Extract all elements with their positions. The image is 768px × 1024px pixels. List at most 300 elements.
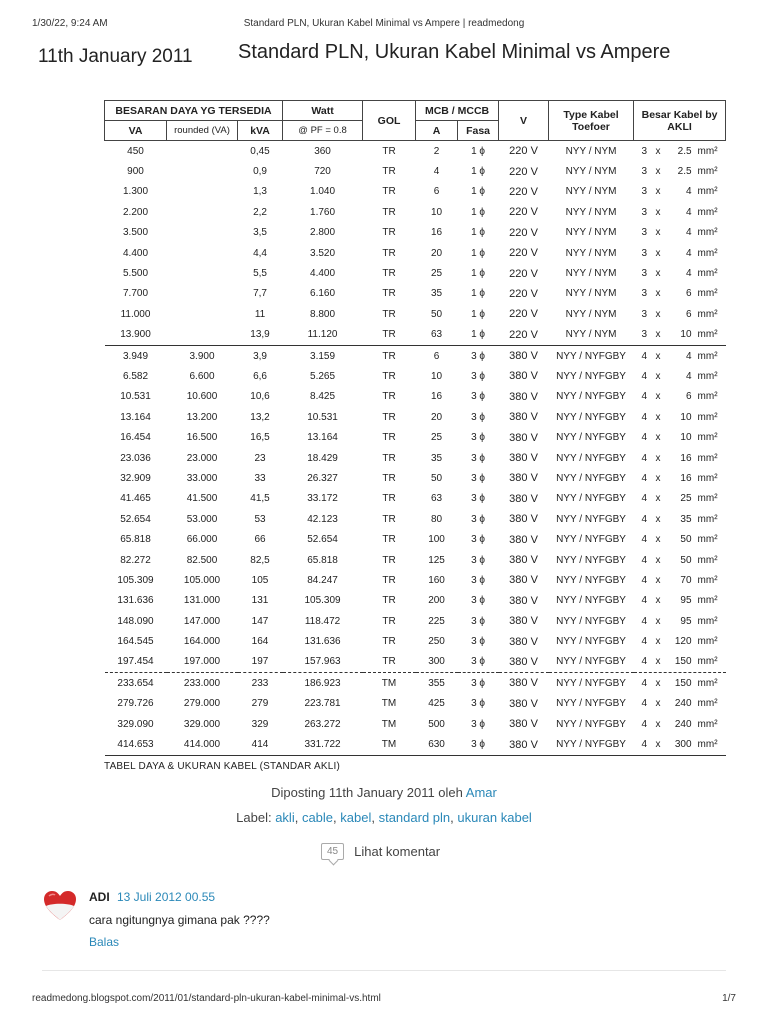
cell-a: 63 <box>430 493 443 505</box>
cell-va: 105.309 <box>117 574 154 586</box>
header-va: VA <box>105 121 167 141</box>
cell-type: NYY / NYFGBY <box>556 493 626 505</box>
cable-x: x <box>655 656 661 668</box>
cell-watt: 131.636 <box>304 636 341 648</box>
cable-size: 300 <box>674 739 692 751</box>
label-link[interactable]: kabel <box>340 810 372 825</box>
cable-unit: mm² <box>697 698 718 710</box>
cable-unit: mm² <box>697 206 718 218</box>
posted-prefix: Diposting 11th January 2011 oleh <box>271 785 463 800</box>
cable-x: x <box>655 534 661 546</box>
cell-rounded: 3.900 <box>167 345 238 366</box>
cell-va: 6.582 <box>122 370 149 382</box>
cable-size: 95 <box>680 615 692 627</box>
comment-count-icon: 45 <box>321 843 344 860</box>
cell-v: 380 V <box>509 513 538 526</box>
cable-size: 50 <box>680 534 692 546</box>
cable-unit: mm² <box>697 718 718 730</box>
cell-a: 630 <box>416 734 458 755</box>
cell-va: 233.654 <box>105 673 167 694</box>
cable-x: x <box>655 411 661 423</box>
table-row <box>105 468 726 488</box>
table-row <box>105 550 726 570</box>
cell-v: 380 V <box>509 431 538 444</box>
cell-a: 425 <box>428 698 445 710</box>
cable-unit: mm² <box>697 247 718 259</box>
cell-watt: 105.309 <box>304 595 341 607</box>
cable-x: x <box>655 615 661 627</box>
cell-watt: 360 <box>314 145 331 157</box>
header-gol: GOL <box>363 101 416 141</box>
cell-type: NYY / NYM <box>565 145 617 157</box>
table-row <box>105 243 726 263</box>
cell-watt: 157.963 <box>304 656 341 668</box>
cable-x: x <box>655 391 661 403</box>
cell-watt: 4.400 <box>310 268 336 280</box>
cell-a: 10 <box>430 370 443 382</box>
comment-date-link[interactable]: 13 Juli 2012 00.55 <box>117 890 216 904</box>
cell-kva: 131 <box>251 595 269 607</box>
cell-cable-size <box>634 652 726 673</box>
cell-fasa: 3 ϕ <box>471 411 486 423</box>
table-row <box>105 509 726 529</box>
cell-kva: 197 <box>251 656 269 668</box>
cell-fasa: 3 ϕ <box>471 595 486 607</box>
label-link[interactable]: ukuran kabel <box>457 810 532 825</box>
cell-cable-size <box>634 345 726 366</box>
cell-a: 25 <box>430 268 443 280</box>
cell-cable-size <box>634 223 726 243</box>
cell-va: 65.818 <box>120 534 151 546</box>
cable-size: 6 <box>685 308 692 320</box>
cable-n: 3 <box>641 329 648 341</box>
cable-size: 4 <box>685 206 692 218</box>
table-row <box>105 694 726 714</box>
cell-type: NYY / NYFGBY <box>556 472 626 484</box>
cell-watt: 118.472 <box>304 615 341 627</box>
cell-cable-size <box>634 325 726 346</box>
cell-gol: TM <box>381 718 397 730</box>
cell-kva: 23 <box>254 452 266 464</box>
cell-fasa: 1 ϕ <box>471 247 486 259</box>
cell-watt: 42.123 <box>307 513 338 525</box>
cell-type: NYY / NYFGBY <box>549 734 634 755</box>
cable-n: 4 <box>641 615 648 627</box>
cell-cable-size <box>634 263 726 283</box>
cell-rounded <box>167 141 238 162</box>
table-row <box>105 407 726 427</box>
reply-link[interactable]: Balas <box>89 935 120 949</box>
cell-kva: 4,4 <box>253 247 267 259</box>
cell-rounded: 10.600 <box>186 391 218 403</box>
table-row <box>105 202 726 222</box>
cell-kva: 164 <box>251 636 269 648</box>
cell-fasa: 1 ϕ <box>471 206 486 218</box>
cell-va: 13.900 <box>120 329 151 341</box>
table-row <box>105 161 726 181</box>
cell-watt: 8.800 <box>310 308 336 320</box>
cell-type: NYY / NYFGBY <box>556 698 626 710</box>
cell-v: 380 V <box>509 390 538 403</box>
cable-x: x <box>655 308 661 320</box>
header-v: V <box>499 101 549 141</box>
cable-size: 240 <box>674 718 692 730</box>
cell-v: 380 V <box>509 697 538 710</box>
cable-x: x <box>655 636 661 648</box>
cell-type: NYY / NYFGBY <box>549 673 634 694</box>
cell-fasa: 1 ϕ <box>471 227 486 239</box>
cable-x: x <box>655 595 661 607</box>
cable-n: 4 <box>641 739 648 751</box>
cable-size: 6 <box>685 391 692 403</box>
cell-rounded <box>167 243 238 263</box>
cell-watt: 223.781 <box>304 698 341 710</box>
table-row <box>105 529 726 549</box>
cable-unit: mm² <box>697 554 718 566</box>
cell-gol: TR <box>382 574 396 586</box>
cell-rounded <box>167 202 238 222</box>
cell-fasa: 3 ϕ <box>471 554 486 566</box>
cable-unit: mm² <box>697 595 718 607</box>
cell-gol: TR <box>363 345 416 366</box>
cell-cable-size <box>634 468 726 488</box>
comment-body: cara ngitungnya gimana pak ???? <box>89 913 270 927</box>
cell-fasa: 3 ϕ <box>471 534 486 546</box>
cable-size: 25 <box>680 493 692 505</box>
cell-fasa: 3 ϕ <box>471 615 486 627</box>
cable-unit: mm² <box>697 513 718 525</box>
cell-type: NYY / NYM <box>565 186 617 198</box>
cell-a: 6 <box>416 345 458 366</box>
cell-rounded: 164.000 <box>183 636 221 648</box>
header-besar: Besar Kabel by AKLI <box>634 101 726 141</box>
cable-size: 4 <box>685 268 692 280</box>
header-a: A <box>416 121 458 141</box>
cell-rounded <box>167 263 238 283</box>
header-pf: @ PF = 0.8 <box>283 121 363 141</box>
cell-v: 380 V <box>499 734 549 755</box>
table-row <box>105 448 726 468</box>
cell-v: 220 V <box>509 145 538 158</box>
author-link[interactable]: Amar <box>465 785 497 800</box>
cable-unit: mm² <box>697 432 718 444</box>
cell-va: 11.000 <box>120 308 151 320</box>
cell-fasa: 1 ϕ <box>471 308 486 320</box>
cable-unit: mm² <box>697 656 718 668</box>
cell-a: 16 <box>430 227 443 239</box>
cell-kva: 105 <box>251 574 269 586</box>
cell-kva: 147 <box>251 615 269 627</box>
cell-a: 4 <box>433 166 440 178</box>
cable-x: x <box>655 145 661 157</box>
cell-type: NYY / NYFGBY <box>556 615 626 627</box>
cell-rounded: 41.500 <box>186 493 218 505</box>
cell-kva: 41,5 <box>250 493 270 505</box>
cell-type: NYY / NYFGBY <box>556 656 626 668</box>
cell-watt: 5.265 <box>310 370 336 382</box>
cell-type: NYY / NYFGBY <box>556 574 626 586</box>
cell-v: 380 V <box>509 452 538 465</box>
cell-type: NYY / NYFGBY <box>556 595 626 607</box>
cell-va: 329.090 <box>117 718 154 730</box>
cell-gol: TR <box>382 595 396 607</box>
cable-unit: mm² <box>697 350 718 362</box>
cell-kva: 0,45 <box>250 145 270 157</box>
cable-size: 10 <box>680 411 692 423</box>
table-body <box>105 141 726 756</box>
cell-type: NYY / NYM <box>565 268 617 280</box>
cell-gol: TR <box>382 656 396 668</box>
cable-unit: mm² <box>697 534 718 546</box>
cell-va: 16.454 <box>120 432 151 444</box>
cell-kva: 13,9 <box>250 329 270 341</box>
cell-watt: 1.760 <box>310 206 336 218</box>
cable-unit: mm² <box>697 186 718 198</box>
cell-kva: 1,3 <box>253 186 267 198</box>
cell-a: 250 <box>428 636 445 648</box>
cell-type: NYY / NYM <box>565 247 617 259</box>
cell-kva: 13,2 <box>250 411 270 423</box>
cable-unit: mm² <box>697 452 718 464</box>
cable-n: 4 <box>641 432 648 444</box>
cable-unit: mm² <box>697 288 718 300</box>
cell-fasa: 3 ϕ <box>458 734 499 755</box>
cell-v: 220 V <box>509 287 538 300</box>
cable-n: 4 <box>641 677 648 689</box>
table-row <box>105 182 726 202</box>
cell-cable-size <box>634 243 726 263</box>
cable-size: 2.5 <box>677 145 692 157</box>
cable-unit: mm² <box>697 411 718 423</box>
table-row <box>105 714 726 734</box>
cell-cable-size <box>634 611 726 631</box>
cell-watt: 84.247 <box>307 574 338 586</box>
cable-unit: mm² <box>697 329 718 341</box>
cell-gol: TR <box>382 370 396 382</box>
cell-gol: TR <box>382 288 396 300</box>
cell-va: 82.272 <box>120 554 151 566</box>
header-besaran: BESARAN DAYA YG TERSEDIA <box>105 101 283 121</box>
cell-cable-size <box>634 387 726 407</box>
cell-a: 160 <box>428 574 445 586</box>
cable-unit: mm² <box>697 574 718 586</box>
cell-cable-size <box>634 407 726 427</box>
cable-n: 4 <box>641 656 648 668</box>
cell-kva: 329 <box>251 718 269 730</box>
footer-url: readmedong.blogspot.com/2011/01/standard-pln-ukuran-kabel-minimal-vs.html <box>32 993 381 1004</box>
cell-gol: TM <box>363 673 416 694</box>
cell-gol: TR <box>382 472 396 484</box>
cell-gol: TR <box>382 411 396 423</box>
header-watt: Watt <box>283 101 363 121</box>
cable-n: 4 <box>641 513 648 525</box>
cell-v: 380 V <box>499 345 549 366</box>
header-fasa: Fasa <box>458 121 499 141</box>
cable-x: x <box>655 247 661 259</box>
cell-rounded <box>167 223 238 243</box>
cell-cable-size <box>634 141 726 162</box>
cell-fasa: 3 ϕ <box>471 574 486 586</box>
cable-n: 4 <box>641 472 648 484</box>
cable-size: 4 <box>685 247 692 259</box>
cell-cable-size <box>634 161 726 181</box>
cell-kva: 3,5 <box>253 227 267 239</box>
cell-gol: TR <box>382 554 396 566</box>
comment-author: ADI <box>89 890 110 904</box>
cell-watt: 52.654 <box>307 534 338 546</box>
cell-type: NYY / NYM <box>565 166 617 178</box>
cell-gol: TR <box>382 534 396 546</box>
cable-size: 50 <box>680 554 692 566</box>
table-row <box>105 652 726 673</box>
table-row <box>105 325 726 346</box>
cell-type: NYY / NYFGBY <box>556 411 626 423</box>
print-page-title: Standard PLN, Ukuran Kabel Minimal vs Ampere | readmedong <box>243 18 525 29</box>
table-row <box>105 631 726 651</box>
cell-watt: 1.040 <box>310 186 336 198</box>
label-link[interactable]: akli <box>275 810 295 825</box>
cable-x: x <box>655 329 661 341</box>
cell-gol: TM <box>363 734 416 755</box>
cable-n: 3 <box>641 145 648 157</box>
cable-n: 3 <box>641 268 648 280</box>
cell-type: NYY / NYFGBY <box>549 345 634 366</box>
cable-x: x <box>655 698 661 710</box>
cell-v: 380 V <box>509 370 538 383</box>
cell-fasa: 3 ϕ <box>471 718 486 730</box>
cell-fasa: 3 ϕ <box>471 432 486 444</box>
cell-va: 148.090 <box>117 615 154 627</box>
cell-cable-size <box>634 673 726 694</box>
comments-toggle[interactable] <box>321 843 440 860</box>
cell-cable-size <box>634 509 726 529</box>
cable-x: x <box>655 288 661 300</box>
cable-n: 4 <box>641 411 648 423</box>
cell-rounded: 147.000 <box>183 615 221 627</box>
cell-gol: TR <box>382 452 396 464</box>
cell-type: NYY / NYM <box>565 329 617 341</box>
cell-fasa: 3 ϕ <box>471 698 486 710</box>
cell-va: 3.500 <box>122 227 149 239</box>
cable-x: x <box>655 268 661 280</box>
cell-rounded <box>167 304 238 324</box>
cell-v: 220 V <box>509 267 538 280</box>
cell-kva: 66 <box>254 534 266 546</box>
cell-watt: 65.818 <box>307 554 338 566</box>
table-row <box>105 427 726 447</box>
header-mcb: MCB / MCCB <box>416 101 499 121</box>
cell-a: 100 <box>428 534 445 546</box>
cell-rounded <box>167 182 238 202</box>
cell-fasa: 1 ϕ <box>471 145 486 157</box>
cell-a: 2 <box>433 145 440 157</box>
cable-n: 3 <box>641 247 648 259</box>
cell-rounded: 6.600 <box>189 370 215 382</box>
comments-toggle-label: Lihat komentar <box>354 844 441 859</box>
divider <box>42 970 726 971</box>
header-type: Type Kabel Toefoer <box>549 101 634 141</box>
cell-type: NYY / NYFGBY <box>556 534 626 546</box>
cell-fasa: 1 ϕ <box>471 186 486 198</box>
cable-unit: mm² <box>697 493 718 505</box>
label-link[interactable]: cable <box>301 810 334 825</box>
cable-n: 4 <box>641 391 648 403</box>
header-kva: kVA <box>238 121 283 141</box>
cable-size: 10 <box>680 329 692 341</box>
header-rounded: rounded (VA) <box>167 121 238 141</box>
table-row <box>105 366 726 386</box>
cell-va: 197.454 <box>117 656 154 668</box>
cell-v: 220 V <box>509 328 538 341</box>
cell-va: 5.500 <box>122 268 149 280</box>
cell-fasa: 3 ϕ <box>471 472 486 484</box>
cell-v: 380 V <box>509 492 538 505</box>
cell-kva: 10,6 <box>250 391 270 403</box>
cable-n: 3 <box>641 166 648 178</box>
cell-rounded: 82.500 <box>186 554 218 566</box>
cable-n: 4 <box>641 452 648 464</box>
cell-type: NYY / NYM <box>565 206 617 218</box>
cable-x: x <box>655 739 661 751</box>
cell-gol: TR <box>382 268 396 280</box>
cell-rounded: 13.200 <box>186 411 218 423</box>
cell-rounded: 53.000 <box>186 513 218 525</box>
cell-va: 10.531 <box>120 391 151 403</box>
cell-a: 25 <box>430 432 443 444</box>
cell-kva: 279 <box>251 698 269 710</box>
table-row <box>105 284 726 304</box>
cell-v: 380 V <box>509 594 538 607</box>
cell-va: 41.465 <box>120 493 151 505</box>
cell-rounded: 233.000 <box>167 673 238 694</box>
cable-n: 4 <box>641 574 648 586</box>
label-link[interactable]: standard pln <box>378 810 451 825</box>
cell-cable-size <box>634 427 726 447</box>
print-datetime: 1/30/22, 9:24 AM <box>32 18 108 29</box>
cell-a: 20 <box>430 411 443 423</box>
cable-n: 3 <box>641 186 648 198</box>
cell-cable-size <box>634 448 726 468</box>
cell-type: NYY / NYFGBY <box>556 513 626 525</box>
cable-size: 10 <box>680 432 692 444</box>
cable-size: 35 <box>680 513 692 525</box>
cell-cable-size <box>634 734 726 755</box>
cable-size: 4 <box>685 350 692 362</box>
cell-fasa: 1 ϕ <box>471 329 486 341</box>
cell-fasa: 3 ϕ <box>458 673 499 694</box>
cell-a: 355 <box>416 673 458 694</box>
table-row <box>105 141 726 162</box>
cable-unit: mm² <box>697 268 718 280</box>
cell-watt: 13.164 <box>307 432 338 444</box>
cell-rounded: 33.000 <box>186 472 218 484</box>
cell-watt: 18.429 <box>307 452 338 464</box>
cable-size: 4 <box>685 227 692 239</box>
cell-cable-size <box>634 529 726 549</box>
cell-a: 35 <box>430 452 443 464</box>
table-row <box>105 387 726 407</box>
cell-va: 131.636 <box>117 595 154 607</box>
cell-a: 10 <box>430 206 443 218</box>
cell-cable-size <box>634 182 726 202</box>
cable-n: 4 <box>641 636 648 648</box>
cell-v: 220 V <box>509 165 538 178</box>
cell-type: NYY / NYFGBY <box>556 432 626 444</box>
cell-fasa: 3 ϕ <box>471 513 486 525</box>
footer-page-number: 1/7 <box>722 993 736 1004</box>
cell-kva: 2,2 <box>253 206 267 218</box>
cable-x: x <box>655 677 661 689</box>
